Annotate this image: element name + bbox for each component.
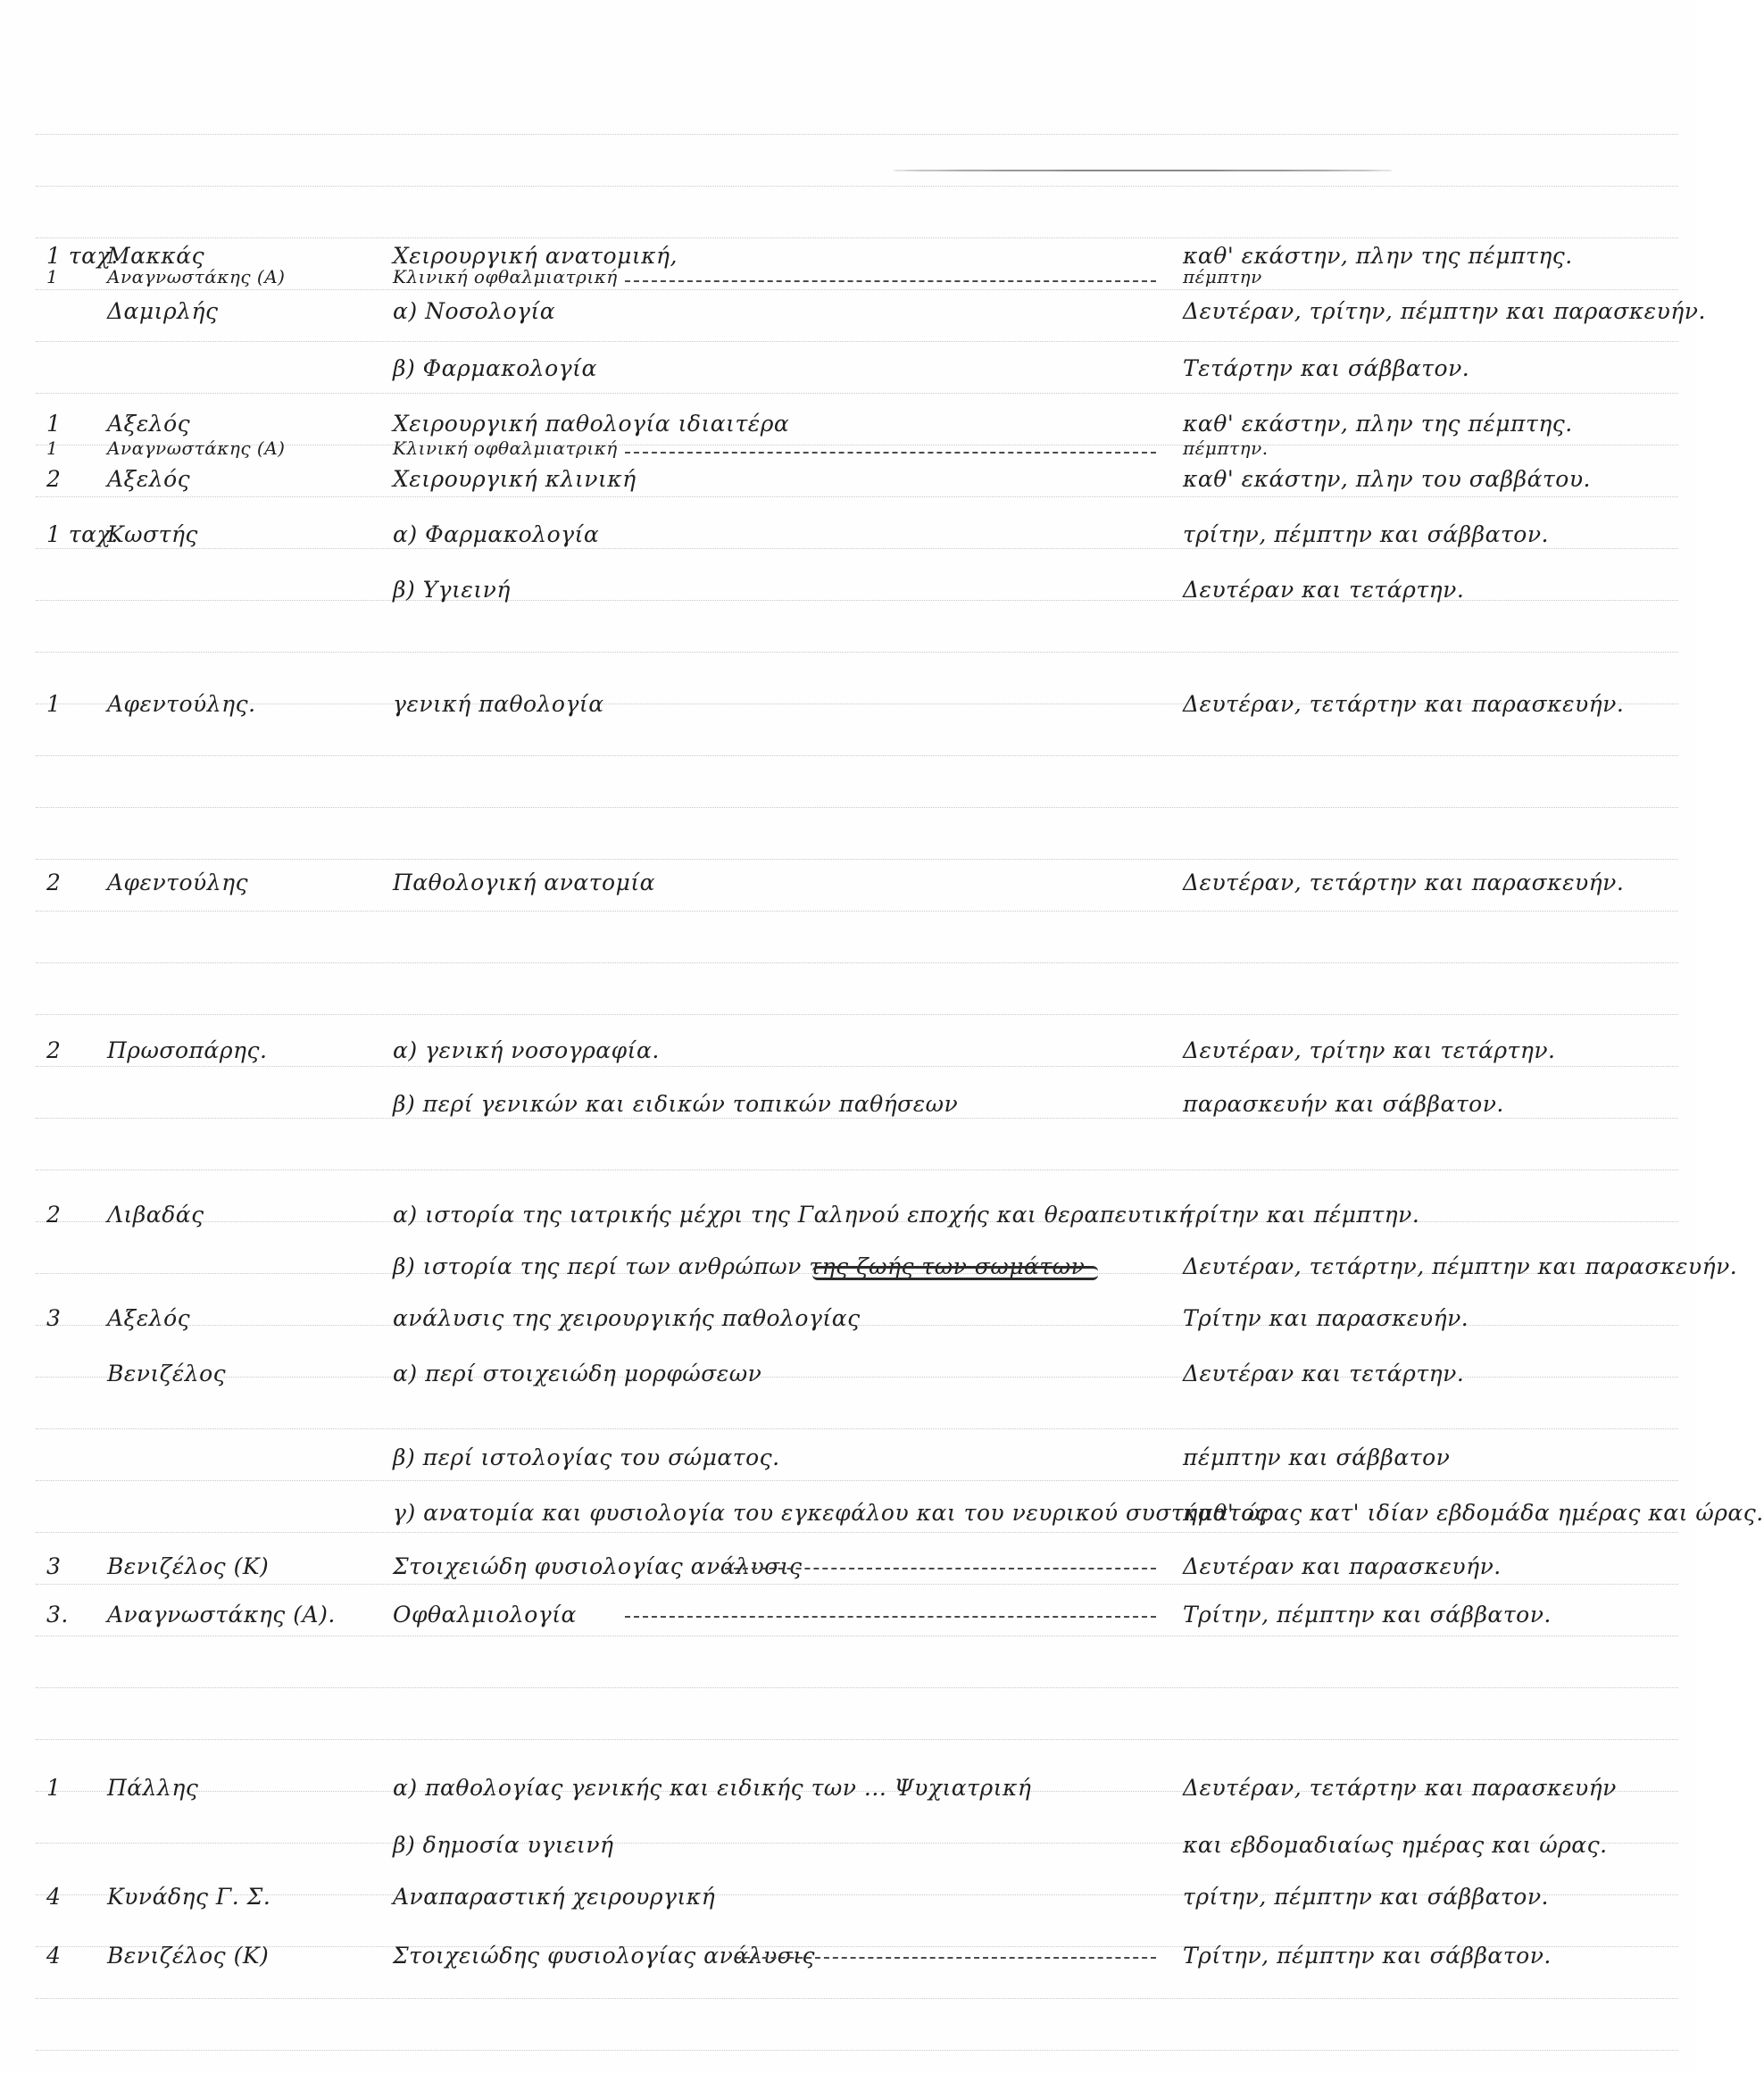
schedule-days: πέμπτην	[1183, 266, 1262, 287]
row-number: 2	[46, 870, 62, 895]
row-number: 2	[46, 466, 62, 492]
course-title: Κλινική οφθαλμιατρική	[393, 266, 618, 287]
ruled-line	[36, 1014, 1678, 1015]
professor-name: Πρωσοπάρης.	[107, 1037, 268, 1063]
ruled-line	[36, 186, 1678, 187]
row-number: 3	[46, 1305, 62, 1331]
row-number: 1 ταχ.	[46, 521, 119, 547]
row-number: 4	[46, 1943, 62, 1969]
schedule-days: πέμπτην.	[1183, 437, 1269, 459]
schedule-days: καθ' εκάστην, πλην της πέμπτης.	[1183, 411, 1573, 437]
professor-name: Βενιζέλος (Κ)	[107, 1943, 270, 1969]
schedule-days: Δευτέραν, τετάρτην και παρασκευήν.	[1183, 691, 1625, 717]
schedule-days: Τετάρτην και σάββατον.	[1183, 355, 1470, 381]
row-number: 3	[46, 1553, 62, 1579]
row-number: 1	[46, 437, 59, 459]
professor-name: Δαμιρλής	[107, 298, 219, 324]
schedule-days: Δευτέραν και τετάρτην.	[1183, 1361, 1465, 1386]
ruled-line	[36, 341, 1678, 342]
header-flourish	[893, 170, 1393, 171]
course-title: β) Φαρμακολογία	[393, 355, 597, 381]
ruled-line	[36, 1066, 1678, 1067]
dotted-leader	[625, 1616, 1156, 1618]
schedule-days: Δευτέραν και παρασκευήν.	[1183, 1553, 1502, 1579]
professor-name: Αξελός	[107, 411, 191, 437]
course-title: β) περί γενικών και ειδικών τοπικών παθήσεων	[393, 1091, 959, 1117]
row-number: 2	[46, 1037, 62, 1063]
ruled-line	[36, 548, 1678, 549]
schedule-days: Δευτέραν και τετάρτην.	[1183, 577, 1465, 603]
course-title: Χειρουργική ανατομική,	[393, 243, 678, 269]
schedule-days: Δευτέραν, τετάρτην και παρασκευήν	[1183, 1775, 1617, 1801]
row-number: 1	[46, 1775, 62, 1801]
ruled-line	[36, 2050, 1678, 2051]
schedule-days: Τρίτην, πέμπτην και σάββατον.	[1183, 1943, 1552, 1969]
ruled-line	[36, 652, 1678, 653]
course-title: ανάλυσις της χειρουργικής παθολογίας	[393, 1305, 861, 1331]
schedule-days: παρασκευήν και σάββατον.	[1183, 1091, 1504, 1117]
schedule-days: Τρίτην και παρασκευήν.	[1183, 1305, 1469, 1331]
ruled-line	[36, 1584, 1678, 1585]
course-title: Παθολογική ανατομία	[393, 870, 656, 895]
schedule-days: Δευτέραν, τετάρτην, πέμπτην και παρασκευήν.	[1183, 1253, 1738, 1279]
professor-name: Κυνάδης Γ. Σ.	[107, 1884, 271, 1910]
professor-name: Λιβαδάς	[107, 1202, 204, 1228]
row-number: 1	[46, 691, 62, 717]
course-title: Χειρουργική κλινική	[393, 466, 637, 492]
ruled-line	[36, 393, 1678, 394]
ruled-line	[36, 134, 1678, 135]
professor-name: Πάλλης	[107, 1775, 199, 1801]
schedule-days: τρίτην, πέμπτην και σάββατον.	[1183, 1884, 1549, 1910]
course-title: β) περί ιστολογίας του σώματος.	[393, 1444, 780, 1470]
course-title: α) ιστορία της ιατρικής μέχρι της Γαληνού εποχής και θεραπευτική	[393, 1202, 1193, 1228]
ruled-line	[36, 1480, 1678, 1481]
schedule-days: τρίτην και πέμπτην.	[1183, 1202, 1420, 1228]
professor-name: Αφεντούλης.	[107, 691, 256, 717]
course-title: Στοιχειώδης φυσιολογίας ανάλυσις	[393, 1943, 816, 1969]
schedule-days: Δευτέραν, τρίτην και τετάρτην.	[1183, 1037, 1556, 1063]
course-title: β) δημοσία υγιεινή	[393, 1832, 614, 1858]
course-title: α) γενική νοσογραφία.	[393, 1037, 660, 1063]
course-title: Στοιχειώδη φυσιολογίας ανάλυσις	[393, 1553, 803, 1579]
ruled-line	[36, 807, 1678, 808]
course-title: Αναπαραστική χειρουργική	[393, 1884, 716, 1910]
professor-name: Αναγνωστάκης (Α).	[107, 1602, 336, 1628]
ruled-line	[36, 496, 1678, 497]
row-number: 1	[46, 411, 62, 437]
course-title: Κλινική οφθαλμιατρική	[393, 437, 618, 459]
schedule-days: Τρίτην, πέμπτην και σάββατον.	[1183, 1602, 1552, 1628]
course-title: γ) ανατομία και φυσιολογία του εγκεφάλου και του νευρικού συστήματος	[393, 1500, 1269, 1526]
schedule-days: καθ' εκάστην, πλην της πέμπτης.	[1183, 243, 1573, 269]
row-number: 1 ταχ.	[46, 243, 119, 269]
ruled-line	[36, 1739, 1678, 1740]
schedule-days: Δευτέραν, τρίτην, πέμπτην και παρασκευήν.	[1183, 298, 1706, 324]
ruled-line	[36, 962, 1678, 963]
course-title: α) παθολογίας γενικής και ειδικής των ... Ψυχιατρική	[393, 1775, 1032, 1801]
ruled-line	[36, 1118, 1678, 1119]
schedule-days: καθ' εκάστην, πλην του σαββάτου.	[1183, 466, 1591, 492]
ruled-line	[36, 1998, 1678, 1999]
course-title: β) ιστορία της περί των ανθρώπων της ζωής των σωμάτων	[393, 1253, 1086, 1279]
ruled-line	[36, 237, 1678, 238]
ruled-line	[36, 1532, 1678, 1533]
dotted-leader	[625, 452, 1156, 454]
course-title: α) περί στοιχειώδη μορφώσεων	[393, 1361, 762, 1386]
schedule-days: καθ' ώρας κατ' ιδίαν εβδομάδα ημέρας και ώρας.	[1183, 1500, 1764, 1526]
crossed-out-words	[812, 1266, 1098, 1280]
professor-name: Μακκάς	[107, 243, 205, 269]
professor-name: Αφεντούλης	[107, 870, 249, 895]
schedule-days: τρίτην, πέμπτην και σάββατον.	[1183, 521, 1549, 547]
professor-name: Κωστής	[107, 521, 198, 547]
ruled-line	[36, 911, 1678, 912]
ruled-line	[36, 1687, 1678, 1688]
schedule-days: και εβδομαδιαίως ημέρας και ώρας.	[1183, 1832, 1608, 1858]
row-number: 1	[46, 266, 59, 287]
ruled-line	[36, 289, 1678, 290]
course-title: γενική παθολογία	[393, 691, 604, 717]
ruled-line	[36, 859, 1678, 860]
ruled-line	[36, 1428, 1678, 1429]
row-number: 4	[46, 1884, 62, 1910]
professor-name: Βενιζέλος	[107, 1361, 227, 1386]
course-title: α) Φαρμακολογία	[393, 521, 600, 547]
course-title: α) Νοσολογία	[393, 298, 556, 324]
row-number: 3.	[46, 1602, 69, 1628]
ruled-line	[36, 755, 1678, 756]
professor-name: Αναγνωστάκης (Α)	[107, 266, 286, 287]
course-title: Χειρουργική παθολογία ιδιαιτέρα	[393, 411, 790, 437]
professor-name: Αξελός	[107, 1305, 191, 1331]
dotted-leader	[736, 1957, 1156, 1959]
professor-name: Αναγνωστάκης (Α)	[107, 437, 286, 459]
professor-name: Βενιζέλος (Κ)	[107, 1553, 270, 1579]
course-title: β) Υγιεινή	[393, 577, 511, 603]
dotted-leader	[625, 280, 1156, 282]
course-title: Οφθαλμιολογία	[393, 1602, 577, 1628]
row-number: 2	[46, 1202, 62, 1228]
dotted-leader	[725, 1568, 1156, 1569]
schedule-days: πέμπτην και σάββατον	[1183, 1444, 1451, 1470]
schedule-days: Δευτέραν, τετάρτην και παρασκευήν.	[1183, 870, 1625, 895]
professor-name: Αξελός	[107, 466, 191, 492]
